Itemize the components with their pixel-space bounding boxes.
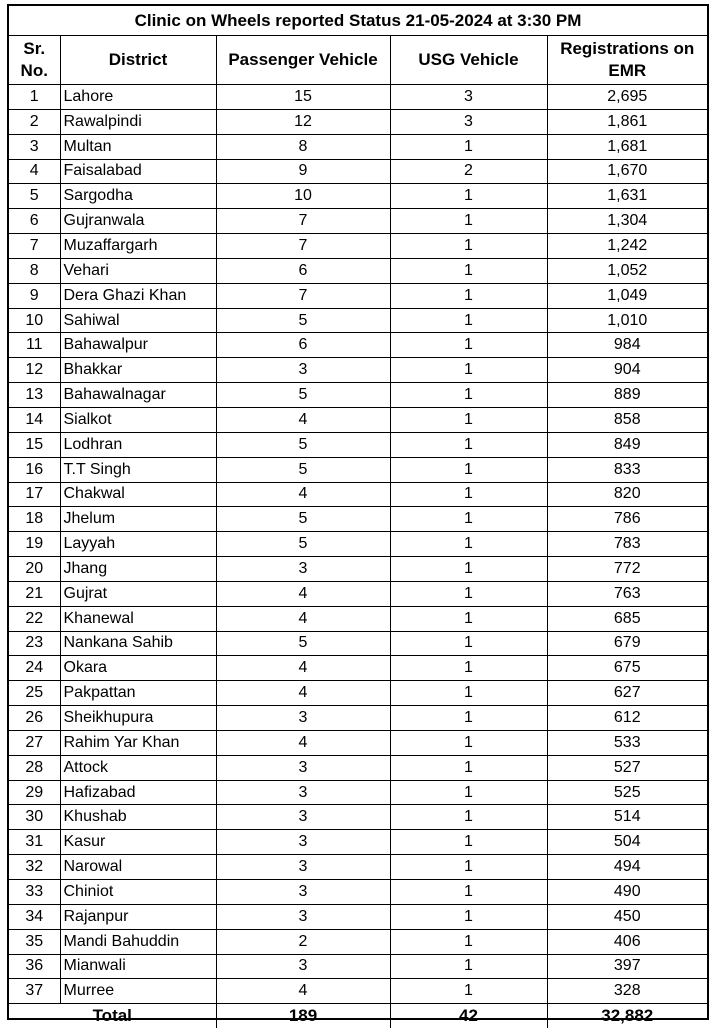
cell-district: Dera Ghazi Khan <box>60 283 216 308</box>
cell-sr: 34 <box>9 904 60 929</box>
cell-emr: 833 <box>547 457 707 482</box>
cell-usg: 1 <box>390 557 547 582</box>
status-sheet <box>7 4 709 1026</box>
table-row <box>9 581 707 606</box>
cell-emr: 763 <box>547 581 707 606</box>
cell-district: T.T Singh <box>60 457 216 482</box>
cell-emr: 490 <box>547 880 707 905</box>
cell-district: Mianwali <box>60 954 216 979</box>
cell-sr: 25 <box>9 681 60 706</box>
cell-passenger: 3 <box>216 805 390 830</box>
table-row <box>9 681 707 706</box>
cell-sr: 26 <box>9 706 60 731</box>
cell-sr: 4 <box>9 159 60 184</box>
cell-usg: 1 <box>390 780 547 805</box>
cell-emr: 397 <box>547 954 707 979</box>
table-row <box>9 755 707 780</box>
table-row <box>9 159 707 184</box>
table-row <box>9 184 707 209</box>
cell-sr: 11 <box>9 333 60 358</box>
cell-passenger: 15 <box>216 85 390 110</box>
table-row <box>9 606 707 631</box>
table-row <box>9 234 707 259</box>
cell-district: Multan <box>60 134 216 159</box>
cell-usg: 1 <box>390 954 547 979</box>
cell-sr: 5 <box>9 184 60 209</box>
cell-usg: 1 <box>390 258 547 283</box>
cell-passenger: 3 <box>216 880 390 905</box>
cell-sr: 14 <box>9 407 60 432</box>
cell-district: Layyah <box>60 532 216 557</box>
cell-district: Lodhran <box>60 432 216 457</box>
cell-usg: 1 <box>390 755 547 780</box>
cell-district: Nankana Sahib <box>60 631 216 656</box>
cell-passenger: 9 <box>216 159 390 184</box>
cell-emr: 494 <box>547 855 707 880</box>
total-emr: 32,882 <box>547 1004 707 1028</box>
header-emr: Registrations on EMR <box>547 36 707 85</box>
cell-emr: 450 <box>547 904 707 929</box>
cell-district: Bahawalnagar <box>60 383 216 408</box>
cell-emr: 2,695 <box>547 85 707 110</box>
table-row <box>9 407 707 432</box>
cell-district: Khushab <box>60 805 216 830</box>
cell-usg: 3 <box>390 85 547 110</box>
cell-district: Kasur <box>60 830 216 855</box>
cell-passenger: 3 <box>216 755 390 780</box>
cell-emr: 1,049 <box>547 283 707 308</box>
cell-passenger: 5 <box>216 532 390 557</box>
table-row <box>9 706 707 731</box>
cell-passenger: 3 <box>216 855 390 880</box>
cell-usg: 1 <box>390 507 547 532</box>
cell-district: Sargodha <box>60 184 216 209</box>
total-usg: 42 <box>390 1004 547 1028</box>
table-row <box>9 532 707 557</box>
page-title: Clinic on Wheels reported Status 21-05-2024 at 3:30 PM <box>9 6 707 36</box>
cell-usg: 1 <box>390 805 547 830</box>
table-row <box>9 432 707 457</box>
cell-passenger: 3 <box>216 358 390 383</box>
cell-sr: 12 <box>9 358 60 383</box>
cell-sr: 24 <box>9 656 60 681</box>
cell-emr: 685 <box>547 606 707 631</box>
cell-sr: 19 <box>9 532 60 557</box>
cell-passenger: 7 <box>216 283 390 308</box>
cell-passenger: 7 <box>216 209 390 234</box>
cell-sr: 20 <box>9 557 60 582</box>
table-row <box>9 383 707 408</box>
cell-usg: 2 <box>390 159 547 184</box>
cell-emr: 1,861 <box>547 109 707 134</box>
total-row <box>9 1004 707 1028</box>
table-row <box>9 85 707 110</box>
cell-district: Chakwal <box>60 482 216 507</box>
cell-usg: 1 <box>390 730 547 755</box>
cell-district: Rahim Yar Khan <box>60 730 216 755</box>
cell-district: Okara <box>60 656 216 681</box>
cell-district: Jhang <box>60 557 216 582</box>
cell-usg: 1 <box>390 929 547 954</box>
table-row <box>9 557 707 582</box>
cell-usg: 1 <box>390 830 547 855</box>
cell-usg: 1 <box>390 134 547 159</box>
cell-sr: 15 <box>9 432 60 457</box>
cell-passenger: 8 <box>216 134 390 159</box>
cell-district: Vehari <box>60 258 216 283</box>
cell-sr: 31 <box>9 830 60 855</box>
title-row <box>9 6 707 36</box>
cell-usg: 1 <box>390 656 547 681</box>
cell-district: Gujranwala <box>60 209 216 234</box>
table-row <box>9 979 707 1004</box>
status-table <box>9 6 707 1028</box>
cell-sr: 13 <box>9 383 60 408</box>
cell-emr: 1,304 <box>547 209 707 234</box>
total-label: Total <box>9 1004 216 1028</box>
cell-passenger: 3 <box>216 954 390 979</box>
cell-passenger: 7 <box>216 234 390 259</box>
cell-emr: 679 <box>547 631 707 656</box>
cell-emr: 627 <box>547 681 707 706</box>
cell-emr: 527 <box>547 755 707 780</box>
cell-passenger: 5 <box>216 432 390 457</box>
table-row <box>9 482 707 507</box>
cell-emr: 1,010 <box>547 308 707 333</box>
cell-usg: 1 <box>390 383 547 408</box>
cell-sr: 2 <box>9 109 60 134</box>
cell-emr: 889 <box>547 383 707 408</box>
cell-emr: 1,681 <box>547 134 707 159</box>
cell-emr: 1,052 <box>547 258 707 283</box>
cell-sr: 6 <box>9 209 60 234</box>
cell-usg: 1 <box>390 457 547 482</box>
cell-district: Gujrat <box>60 581 216 606</box>
header-district: District <box>60 36 216 85</box>
cell-emr: 328 <box>547 979 707 1004</box>
cell-usg: 1 <box>390 333 547 358</box>
total-passenger: 189 <box>216 1004 390 1028</box>
cell-passenger: 6 <box>216 258 390 283</box>
table-row <box>9 308 707 333</box>
cell-emr: 406 <box>547 929 707 954</box>
cell-sr: 8 <box>9 258 60 283</box>
cell-emr: 1,670 <box>547 159 707 184</box>
cell-usg: 1 <box>390 631 547 656</box>
table-row <box>9 134 707 159</box>
table-row <box>9 880 707 905</box>
cell-usg: 1 <box>390 904 547 929</box>
cell-usg: 1 <box>390 308 547 333</box>
cell-sr: 3 <box>9 134 60 159</box>
cell-district: Mandi Bahuddin <box>60 929 216 954</box>
cell-usg: 1 <box>390 358 547 383</box>
cell-emr: 1,242 <box>547 234 707 259</box>
cell-usg: 1 <box>390 234 547 259</box>
header-usg: USG Vehicle <box>390 36 547 85</box>
cell-district: Pakpattan <box>60 681 216 706</box>
cell-emr: 849 <box>547 432 707 457</box>
cell-usg: 1 <box>390 209 547 234</box>
cell-passenger: 4 <box>216 681 390 706</box>
cell-usg: 1 <box>390 681 547 706</box>
table-row <box>9 631 707 656</box>
cell-usg: 1 <box>390 532 547 557</box>
cell-sr: 27 <box>9 730 60 755</box>
cell-passenger: 3 <box>216 830 390 855</box>
cell-emr: 820 <box>547 482 707 507</box>
cell-passenger: 5 <box>216 457 390 482</box>
table-row <box>9 805 707 830</box>
cell-emr: 783 <box>547 532 707 557</box>
table-row <box>9 656 707 681</box>
cell-sr: 33 <box>9 880 60 905</box>
cell-district: Rajanpur <box>60 904 216 929</box>
table-row <box>9 929 707 954</box>
cell-emr: 1,631 <box>547 184 707 209</box>
cell-district: Sialkot <box>60 407 216 432</box>
cell-sr: 23 <box>9 631 60 656</box>
cell-district: Narowal <box>60 855 216 880</box>
cell-emr: 612 <box>547 706 707 731</box>
cell-passenger: 10 <box>216 184 390 209</box>
cell-passenger: 5 <box>216 308 390 333</box>
cell-district: Bahawalpur <box>60 333 216 358</box>
header-sr: Sr. No. <box>9 36 60 85</box>
cell-usg: 1 <box>390 432 547 457</box>
cell-passenger: 4 <box>216 482 390 507</box>
cell-emr: 675 <box>547 656 707 681</box>
cell-passenger: 4 <box>216 581 390 606</box>
cell-usg: 1 <box>390 407 547 432</box>
cell-emr: 772 <box>547 557 707 582</box>
cell-district: Rawalpindi <box>60 109 216 134</box>
cell-passenger: 5 <box>216 507 390 532</box>
cell-usg: 1 <box>390 706 547 731</box>
cell-sr: 36 <box>9 954 60 979</box>
cell-emr: 786 <box>547 507 707 532</box>
cell-emr: 504 <box>547 830 707 855</box>
cell-usg: 1 <box>390 979 547 1004</box>
cell-district: Sahiwal <box>60 308 216 333</box>
cell-emr: 904 <box>547 358 707 383</box>
table-row <box>9 358 707 383</box>
cell-district: Sheikhupura <box>60 706 216 731</box>
cell-district: Murree <box>60 979 216 1004</box>
cell-usg: 1 <box>390 606 547 631</box>
cell-emr: 984 <box>547 333 707 358</box>
table-row <box>9 457 707 482</box>
cell-district: Attock <box>60 755 216 780</box>
table-row <box>9 507 707 532</box>
cell-sr: 28 <box>9 755 60 780</box>
cell-emr: 858 <box>547 407 707 432</box>
cell-sr: 7 <box>9 234 60 259</box>
table-row <box>9 333 707 358</box>
cell-sr: 30 <box>9 805 60 830</box>
cell-passenger: 3 <box>216 706 390 731</box>
cell-passenger: 5 <box>216 631 390 656</box>
cell-passenger: 12 <box>216 109 390 134</box>
cell-district: Muzaffargarh <box>60 234 216 259</box>
cell-sr: 21 <box>9 581 60 606</box>
table-row <box>9 780 707 805</box>
table-row <box>9 830 707 855</box>
cell-usg: 3 <box>390 109 547 134</box>
table-row <box>9 283 707 308</box>
cell-passenger: 3 <box>216 780 390 805</box>
cell-emr: 525 <box>547 780 707 805</box>
cell-sr: 22 <box>9 606 60 631</box>
table-row <box>9 730 707 755</box>
cell-sr: 29 <box>9 780 60 805</box>
cell-district: Chiniot <box>60 880 216 905</box>
cell-passenger: 4 <box>216 656 390 681</box>
cell-sr: 16 <box>9 457 60 482</box>
header-row <box>9 36 707 85</box>
cell-sr: 18 <box>9 507 60 532</box>
cell-usg: 1 <box>390 283 547 308</box>
cell-sr: 9 <box>9 283 60 308</box>
table-row <box>9 109 707 134</box>
cell-passenger: 4 <box>216 979 390 1004</box>
cell-sr: 17 <box>9 482 60 507</box>
cell-district: Khanewal <box>60 606 216 631</box>
cell-sr: 10 <box>9 308 60 333</box>
cell-passenger: 5 <box>216 383 390 408</box>
cell-district: Jhelum <box>60 507 216 532</box>
cell-passenger: 3 <box>216 904 390 929</box>
cell-passenger: 2 <box>216 929 390 954</box>
cell-sr: 1 <box>9 85 60 110</box>
cell-usg: 1 <box>390 482 547 507</box>
cell-sr: 32 <box>9 855 60 880</box>
cell-passenger: 4 <box>216 730 390 755</box>
cell-passenger: 6 <box>216 333 390 358</box>
cell-passenger: 3 <box>216 557 390 582</box>
cell-usg: 1 <box>390 855 547 880</box>
table-row <box>9 954 707 979</box>
cell-emr: 514 <box>547 805 707 830</box>
cell-usg: 1 <box>390 880 547 905</box>
cell-usg: 1 <box>390 184 547 209</box>
cell-district: Lahore <box>60 85 216 110</box>
cell-district: Bhakkar <box>60 358 216 383</box>
cell-emr: 533 <box>547 730 707 755</box>
cell-usg: 1 <box>390 581 547 606</box>
cell-sr: 37 <box>9 979 60 1004</box>
cell-district: Faisalabad <box>60 159 216 184</box>
header-passenger: Passenger Vehicle <box>216 36 390 85</box>
table-row <box>9 209 707 234</box>
cell-passenger: 4 <box>216 606 390 631</box>
table-row <box>9 904 707 929</box>
cell-passenger: 4 <box>216 407 390 432</box>
cell-sr: 35 <box>9 929 60 954</box>
table-row <box>9 855 707 880</box>
cell-district: Hafizabad <box>60 780 216 805</box>
table-row <box>9 258 707 283</box>
